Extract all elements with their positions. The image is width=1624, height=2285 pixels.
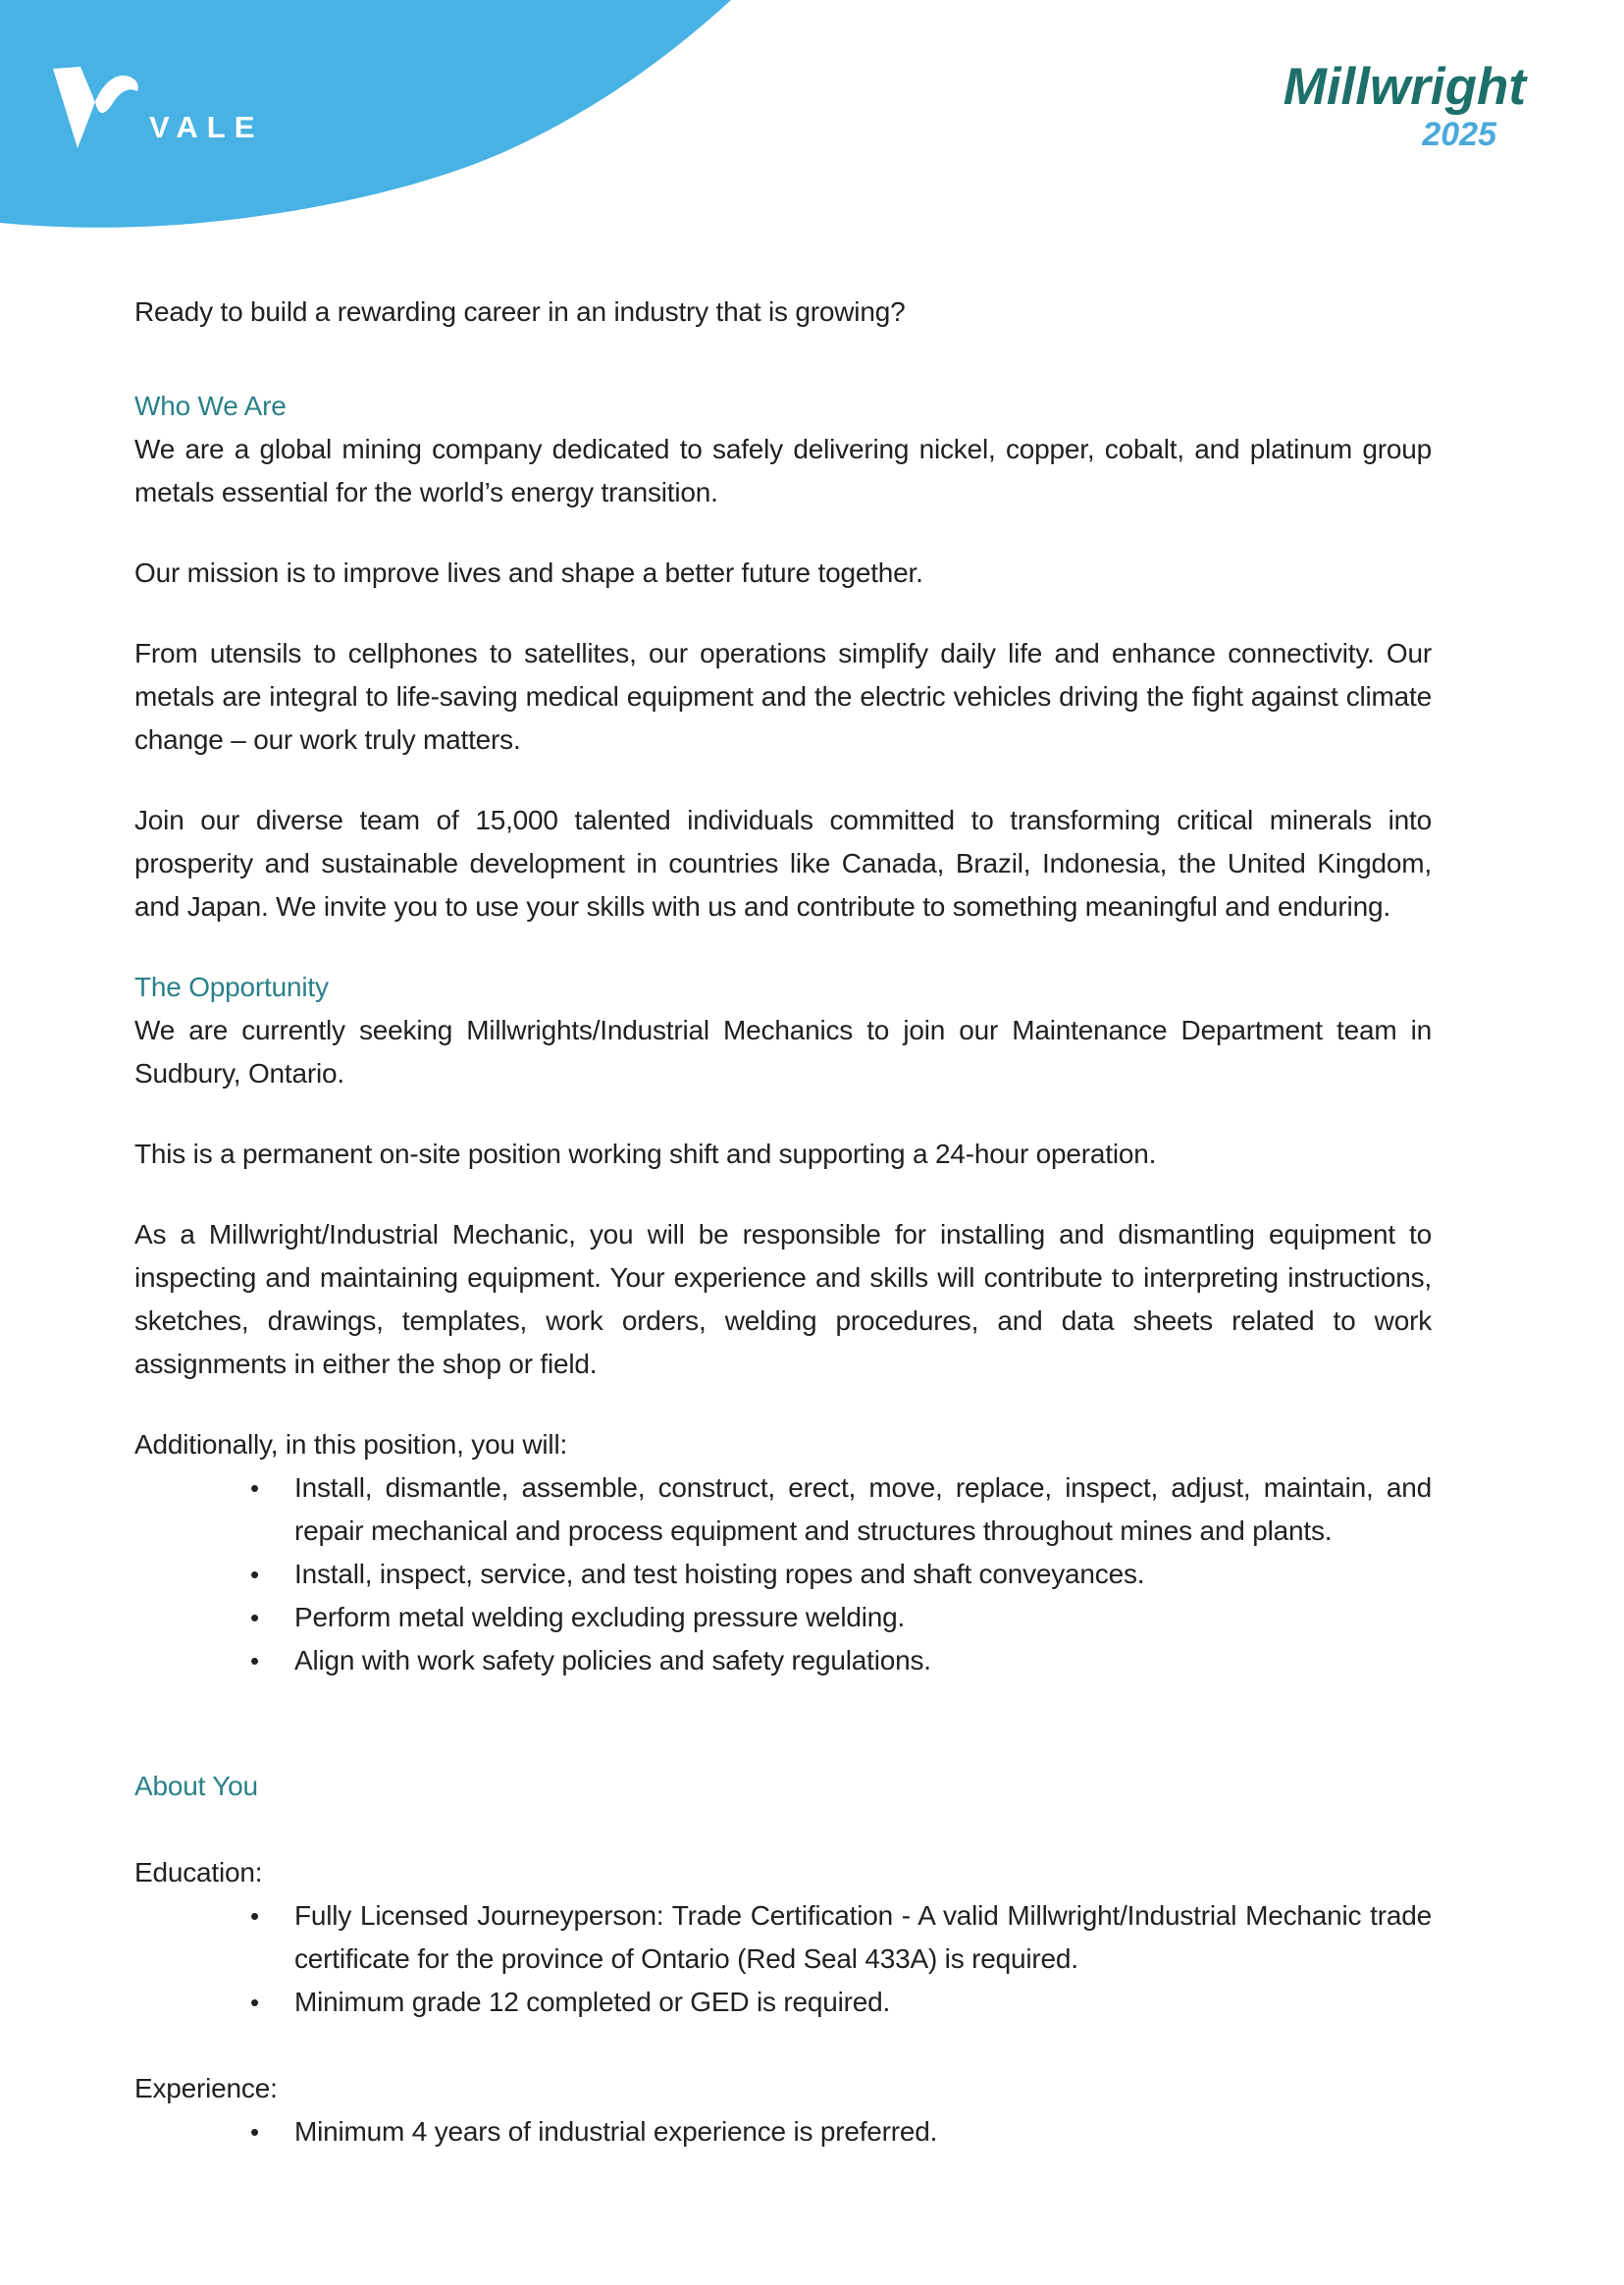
section-heading-opportunity: The Opportunity — [134, 972, 329, 1002]
list-item — [134, 2110, 1432, 2153]
list-item — [134, 1981, 1432, 2024]
doc-title: Millwright — [1283, 58, 1526, 116]
list-item-text: Install, inspect, service, and test hoisting ropes and shaft conveyances. — [294, 1559, 1145, 1589]
list-item-text: Minimum 4 years of industrial experience is preferred. — [294, 2116, 938, 2147]
section-heading-about-you: About You — [134, 1771, 258, 1801]
paragraph: Join our diverse team of 15,000 talented individuals committed to transforming critical minerals into prosperity and sustainable development in countries like Canada, Brazil, Indonesia, the United Kingdom, and Japan. We invite you to use your skills with us and contribute to something meaningful and enduring. — [134, 805, 1432, 922]
bullet-icon: • — [250, 1603, 259, 1632]
list-item-text: Minimum grade 12 completed or GED is required. — [294, 1987, 891, 2017]
list-item — [134, 1553, 1432, 1596]
bullet-icon: • — [250, 1988, 259, 2017]
title-block — [1283, 59, 1526, 154]
list-item — [134, 1466, 1432, 1553]
experience-list — [134, 2110, 1432, 2153]
education-label: Education: — [134, 1857, 263, 1887]
list-item-text: Install, dismantle, assemble, construct, erect, move, replace, inspect, adjust, maintain, and repair mechanical and process equipment and structures throughout mines and plants. — [294, 1472, 1432, 1546]
list-item — [134, 1639, 1432, 1682]
responsibilities-list — [134, 1466, 1432, 1682]
document-body — [134, 291, 1432, 2153]
paragraph: We are currently seeking Millwrights/Industrial Mechanics to join our Maintenance Department team in Sudbury, Ontario. — [134, 1015, 1432, 1089]
paragraph: Our mission is to improve lives and shape a better future together. — [134, 558, 923, 588]
list-item — [134, 1596, 1432, 1639]
paragraph: This is a permanent on-site position working shift and supporting a 24-hour operation. — [134, 1139, 1157, 1169]
vale-logo-icon — [45, 57, 143, 155]
paragraph: From utensils to cellphones to satellites, our operations simplify daily life and enhance connectivity. Our metals are integral to life-saving medical equipment and the electric vehicles driving the fight against climate change – our work truly matters. — [134, 638, 1432, 755]
intro-line: Ready to build a rewarding career in an industry that is growing? — [134, 296, 906, 327]
list-intro: Additionally, in this position, you will: — [134, 1429, 568, 1460]
bullet-icon: • — [250, 1473, 259, 1503]
paragraph: We are a global mining company dedicated to safely delivering nickel, copper, cobalt, and platinum group metals essential for the world’s energy transition. — [134, 434, 1432, 507]
section-heading-who-we-are: Who We Are — [134, 391, 287, 421]
brand-block — [45, 57, 264, 155]
bullet-icon: • — [250, 1560, 259, 1589]
doc-year: 2025 — [1422, 116, 1496, 154]
education-list — [134, 1894, 1432, 2024]
list-item-text: Fully Licensed Journeyperson: Trade Certification - A valid Millwright/Industrial Mechanic trade certificate for the province of Ontario (Red Seal 433A) is required. — [294, 1900, 1432, 1974]
bullet-icon: • — [250, 2117, 259, 2147]
experience-label: Experience: — [134, 2073, 278, 2103]
list-item-text: Align with work safety policies and safety regulations. — [294, 1645, 931, 1675]
brand-wordmark: VALE — [149, 110, 264, 144]
paragraph: As a Millwright/Industrial Mechanic, you will be responsible for installing and dismantling equipment to inspecting and maintaining equipment. Your experience and skills will contribute to interpreting instructions, sketches, drawings, templates, work orders, welding procedures, and data sheets related to work assignments in either the shop or field. — [134, 1219, 1432, 1379]
list-item — [134, 1894, 1432, 1981]
list-item-text: Perform metal welding excluding pressure welding. — [294, 1602, 906, 1632]
bullet-icon: • — [250, 1646, 259, 1675]
bullet-icon: • — [250, 1901, 259, 1931]
